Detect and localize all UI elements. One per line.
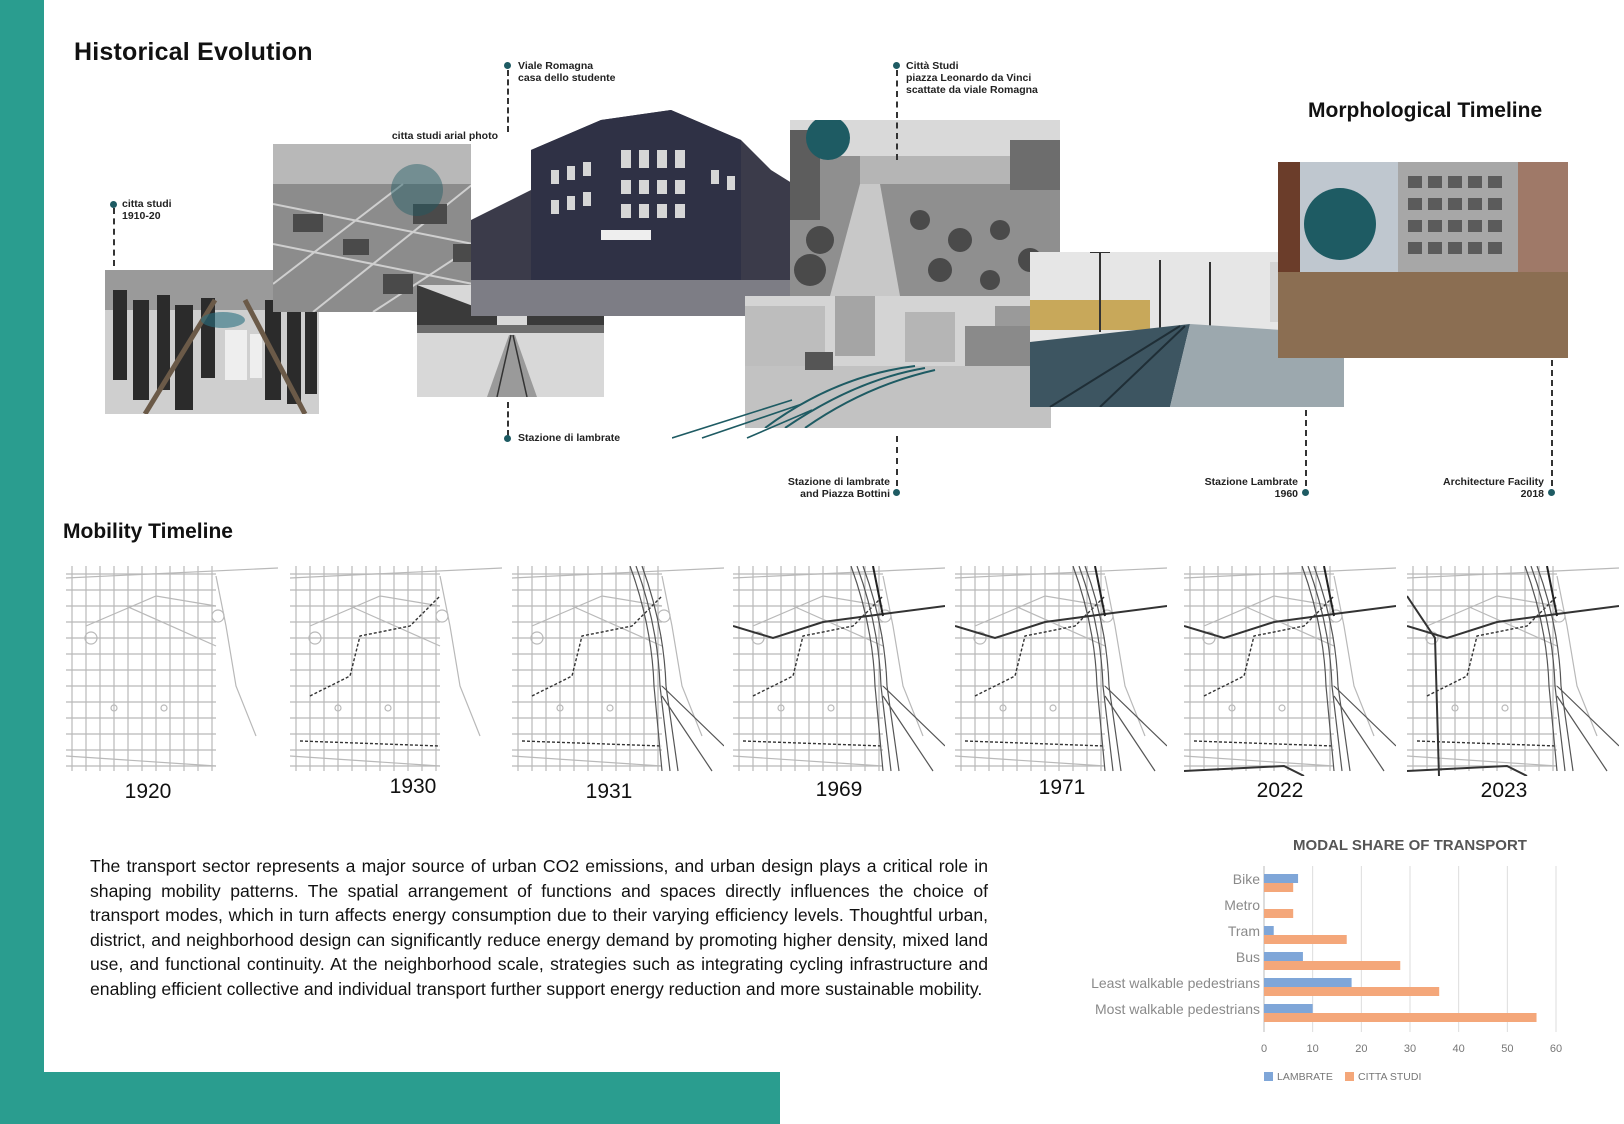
- marker-line: [896, 70, 898, 160]
- label-citta-studi-piazza: Città Studi piazza Leonardo da Vinci scattate da viale Romagna: [906, 60, 1038, 96]
- mobility-timeline-title: Mobility Timeline: [63, 520, 233, 543]
- label-viale-romagna: Viale Romagna casa dello studente: [518, 60, 616, 84]
- mobility-map: [290, 566, 502, 776]
- bottom-accent-band: [0, 1072, 780, 1124]
- year-label-2023: 2023: [1480, 779, 1528, 802]
- photo-architecture-2018: [1278, 162, 1568, 358]
- chart-tick-label: 10: [1306, 1043, 1319, 1055]
- chart-category-label: Bike: [1232, 871, 1260, 887]
- marker-dot: [893, 489, 900, 496]
- year-label-1969: 1969: [815, 778, 863, 801]
- chart-category-label: Most walkable pedestrians: [1095, 1001, 1260, 1017]
- chart-bar-lambrate: [1264, 926, 1274, 935]
- transport-paragraph: The transport sector represents a major source of urban CO2 emissions, and urban design plays a critical role in shaping mobility patterns. The spatial arrangement of functions and spaces directly influences the choice of transport modes, which in turn affects energy consumption due to their varying efficiency levels. Thoughtful urban, district, and neighborhood design can significantly reduce energy demand by promoting higher density, mixed land use, and functional continuity. At the neighborhood scale, strategies such as integrating cycling infrastructure and enabling efficient collective and individual transport further support energy reduction and more sustainable mobility.: [90, 856, 988, 999]
- mobility-map: [733, 566, 945, 776]
- chart-tick-label: 20: [1355, 1043, 1368, 1055]
- label-stazione-lambrate: Stazione di lambrate: [518, 432, 621, 444]
- chart-tick-label: 40: [1452, 1043, 1465, 1055]
- year-label-2022: 2022: [1256, 779, 1304, 802]
- chart-bar-citta-studi: [1264, 883, 1293, 892]
- chart-bar-citta-studi: [1264, 909, 1293, 918]
- marker-dot: [110, 201, 117, 208]
- label-architecture-2018: Architecture Facility 2018: [1443, 476, 1544, 500]
- chart-bar-lambrate: [1264, 952, 1303, 961]
- marker-line: [896, 436, 898, 486]
- photo-piazza-leonardo: [790, 120, 1060, 296]
- chart-category-label: Least walkable pedestrians: [1091, 975, 1260, 991]
- mobility-map: [66, 566, 278, 776]
- chart-tick-label: 0: [1260, 1043, 1268, 1055]
- chart-tick-label: 50: [1501, 1043, 1514, 1055]
- chart-bar-lambrate: [1264, 874, 1298, 883]
- marker-line: [1305, 410, 1307, 486]
- marker-line: [507, 402, 509, 436]
- marker-dot: [1548, 489, 1555, 496]
- label-stazione-1960: Stazione Lambrate 1960: [1204, 476, 1298, 500]
- chart-legend-label: LAMBRATE: [1277, 1071, 1333, 1083]
- chart-legend-swatch: [1345, 1072, 1354, 1081]
- year-label-1930: 1930: [389, 775, 437, 798]
- chart-bar-lambrate: [1264, 978, 1352, 987]
- label-citta-studi: citta studi 1910-20: [122, 198, 172, 222]
- chart-tick-label: 60: [1549, 1043, 1563, 1055]
- historical-evolution-title: Historical Evolution: [74, 38, 313, 66]
- chart-bar-lambrate: [1264, 1004, 1313, 1013]
- chart-category-label: Tram: [1227, 923, 1260, 939]
- label-stazione-bottini: Stazione di lambrate and Piazza Bottini: [787, 476, 890, 500]
- morphological-timeline-title: Morphological Timeline: [1308, 99, 1543, 122]
- marker-line: [507, 70, 509, 132]
- marker-line: [113, 208, 115, 266]
- chart-bar-citta-studi: [1264, 935, 1347, 944]
- mobility-map: [1407, 566, 1619, 776]
- chart-legend-label: CITTA STUDI: [1358, 1071, 1422, 1083]
- chart-category-label: Bus: [1235, 949, 1260, 965]
- chart-title: MODAL SHARE OF TRANSPORT: [1293, 837, 1527, 854]
- marker-dot: [504, 62, 511, 69]
- chart-legend-swatch: [1264, 1072, 1273, 1081]
- marker-dot: [504, 435, 511, 442]
- marker-dot: [893, 62, 900, 69]
- year-label-1931: 1931: [585, 780, 633, 803]
- chart-bar-citta-studi: [1264, 987, 1439, 996]
- modal-share-chart: [1080, 826, 1580, 1088]
- year-label-1971: 1971: [1038, 776, 1086, 799]
- chart-tick-label: 30: [1403, 1043, 1417, 1055]
- mobility-map: [512, 566, 724, 776]
- marker-line: [1551, 360, 1553, 486]
- left-accent-band: [0, 0, 44, 1124]
- year-label-1920: 1920: [124, 780, 172, 803]
- chart-bar-citta-studi: [1264, 961, 1400, 970]
- photo-casa-dello-studente: [471, 100, 803, 316]
- mobility-map: [955, 566, 1167, 776]
- rail-lines-decor: [672, 380, 812, 440]
- chart-bar-citta-studi: [1264, 1013, 1537, 1022]
- label-arial-photo: citta studi arial photo: [391, 130, 498, 142]
- mobility-map: [1184, 566, 1396, 776]
- marker-dot: [1302, 489, 1309, 496]
- chart-category-label: Metro: [1224, 897, 1260, 913]
